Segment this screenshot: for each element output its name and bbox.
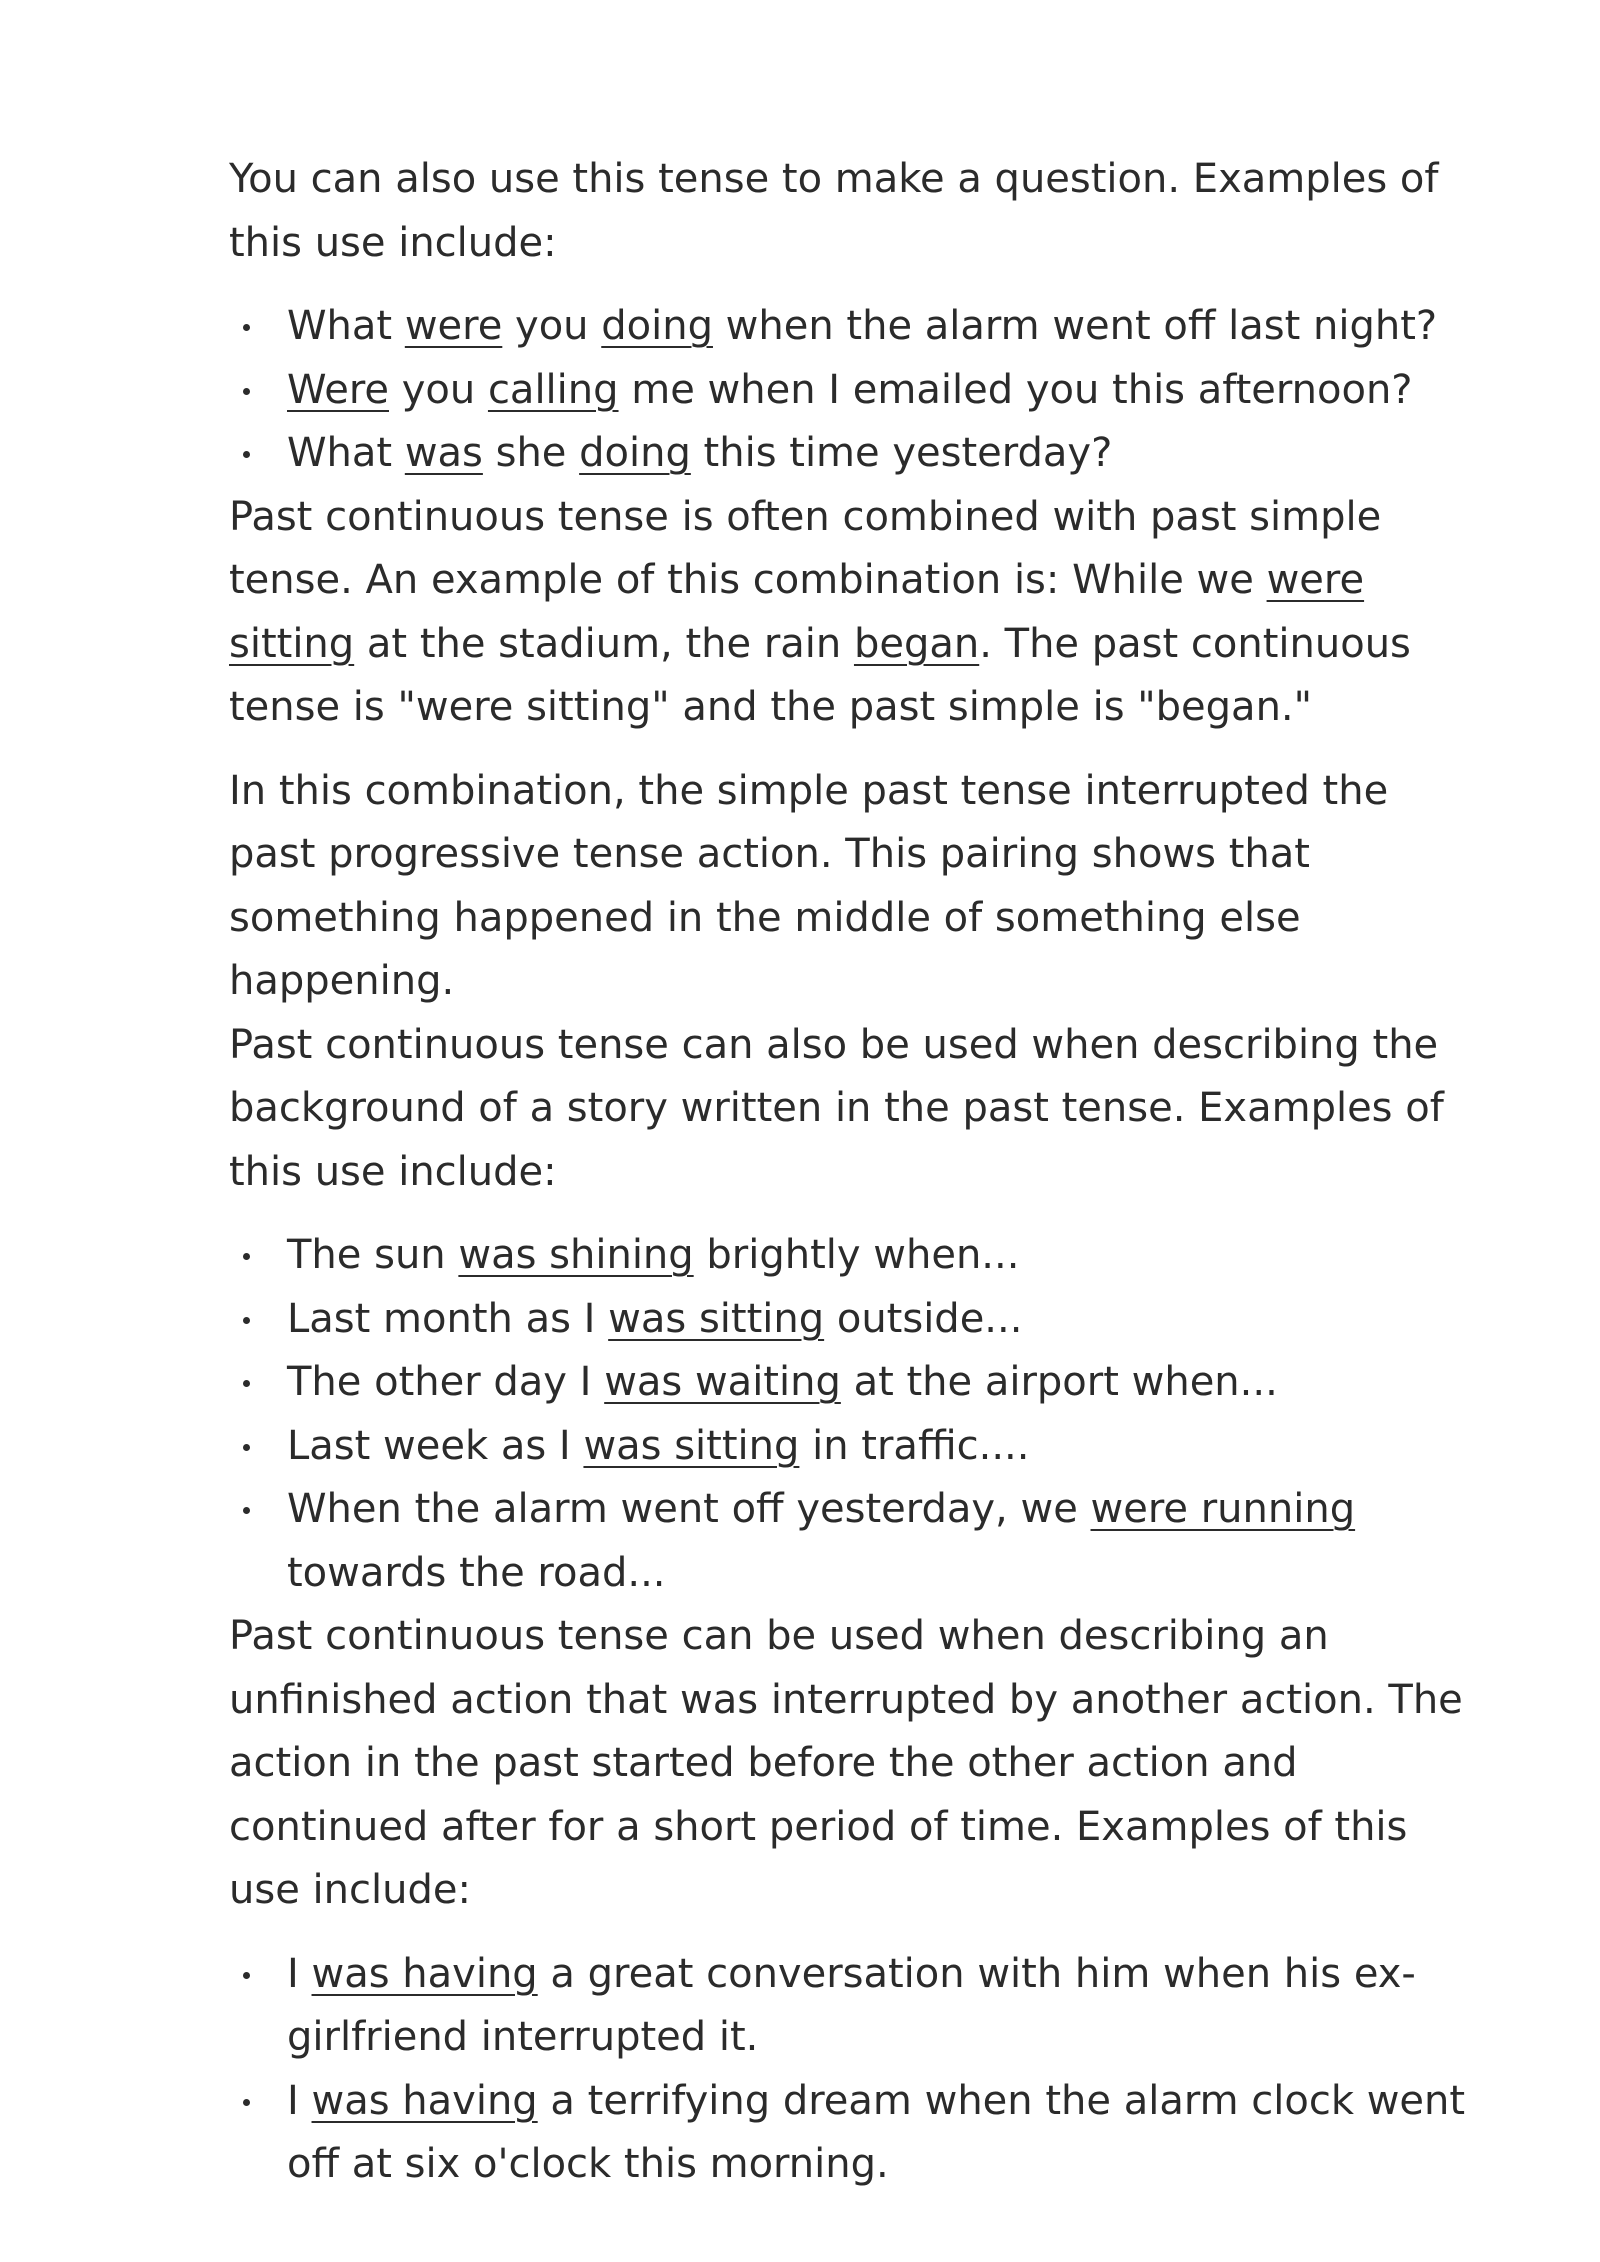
underlined-verb-phrase: doing — [579, 430, 691, 476]
list-item: What were you doing when the alarm went off last night? — [287, 295, 1479, 359]
underlined-verb-phrase: was shining — [458, 1232, 694, 1278]
underlined-verb-phrase: doing — [601, 303, 713, 349]
list-item: I was having a terrifying dream when the alarm clock went off at six o'clock this morning. — [287, 2070, 1479, 2197]
list-item: The sun was shining brightly when... — [287, 1224, 1479, 1288]
underlined-verb-phrase: were — [404, 303, 503, 349]
intro-paragraph: You can also use this tense to make a question. Examples of this use include: — [229, 156, 1439, 266]
background-examples-list — [229, 1224, 1479, 1605]
unfinished-action-paragraph: Past continuous tense can be used when describing an unfinished action that was interrupted by another action. The action in the past started before the other action and continued after for a short period of time. Examples of this use include: — [229, 1613, 1463, 1913]
list-item: Last month as I was sitting outside... — [287, 1288, 1479, 1352]
underlined-verb-phrase: Were — [287, 366, 389, 413]
document-page — [229, 148, 1479, 2197]
list-item: What was she doing this time yesterday? — [287, 422, 1479, 486]
list-item: The other day I was waiting at the airport when... — [287, 1351, 1479, 1415]
list-item: I was having a great conversation with him when his ex-girlfriend interrupted it. — [287, 1943, 1479, 2070]
underlined-verb-phrase: calling — [487, 366, 619, 413]
underlined-verb-phrase: was having — [311, 1950, 538, 1997]
underlined-verb-phrase: began — [853, 620, 980, 667]
underlined-verb-phrase: was — [404, 430, 483, 476]
underlined-verb-phrase: were running — [1090, 1486, 1356, 1532]
underlined-verb-phrase: was sitting — [608, 1295, 825, 1342]
interruption-paragraph: In this combination, the simple past tense interrupted the past progressive tense action. This pairing shows that something happened in the middle of something else happening. — [229, 767, 1389, 1004]
combination-paragraph: Past continuous tense is often combined with past simple tense. An example of this combination is: While we were sitting at the stadium, the rain began. The past continuous tense is "were sitting" and the past simple is "began." — [229, 493, 1411, 730]
list-item: When the alarm went off yesterday, we were running towards the road... — [287, 1478, 1479, 1605]
underlined-verb-phrase: were sitting — [229, 557, 1365, 667]
background-paragraph: Past continuous tense can also be used when describing the background of a story written in the past tense. Examples of this use include: — [229, 1021, 1444, 1195]
underlined-verb-phrase: was having — [311, 2077, 538, 2124]
list-item: Were you calling me when I emailed you this afternoon? — [287, 359, 1479, 423]
unfinished-examples-list — [229, 1943, 1479, 2197]
underlined-verb-phrase: was waiting — [604, 1359, 841, 1405]
question-examples-list — [229, 295, 1479, 486]
underlined-verb-phrase: was sitting — [583, 1422, 800, 1469]
list-item: Last week as I was sitting in traffic.... — [287, 1415, 1479, 1479]
